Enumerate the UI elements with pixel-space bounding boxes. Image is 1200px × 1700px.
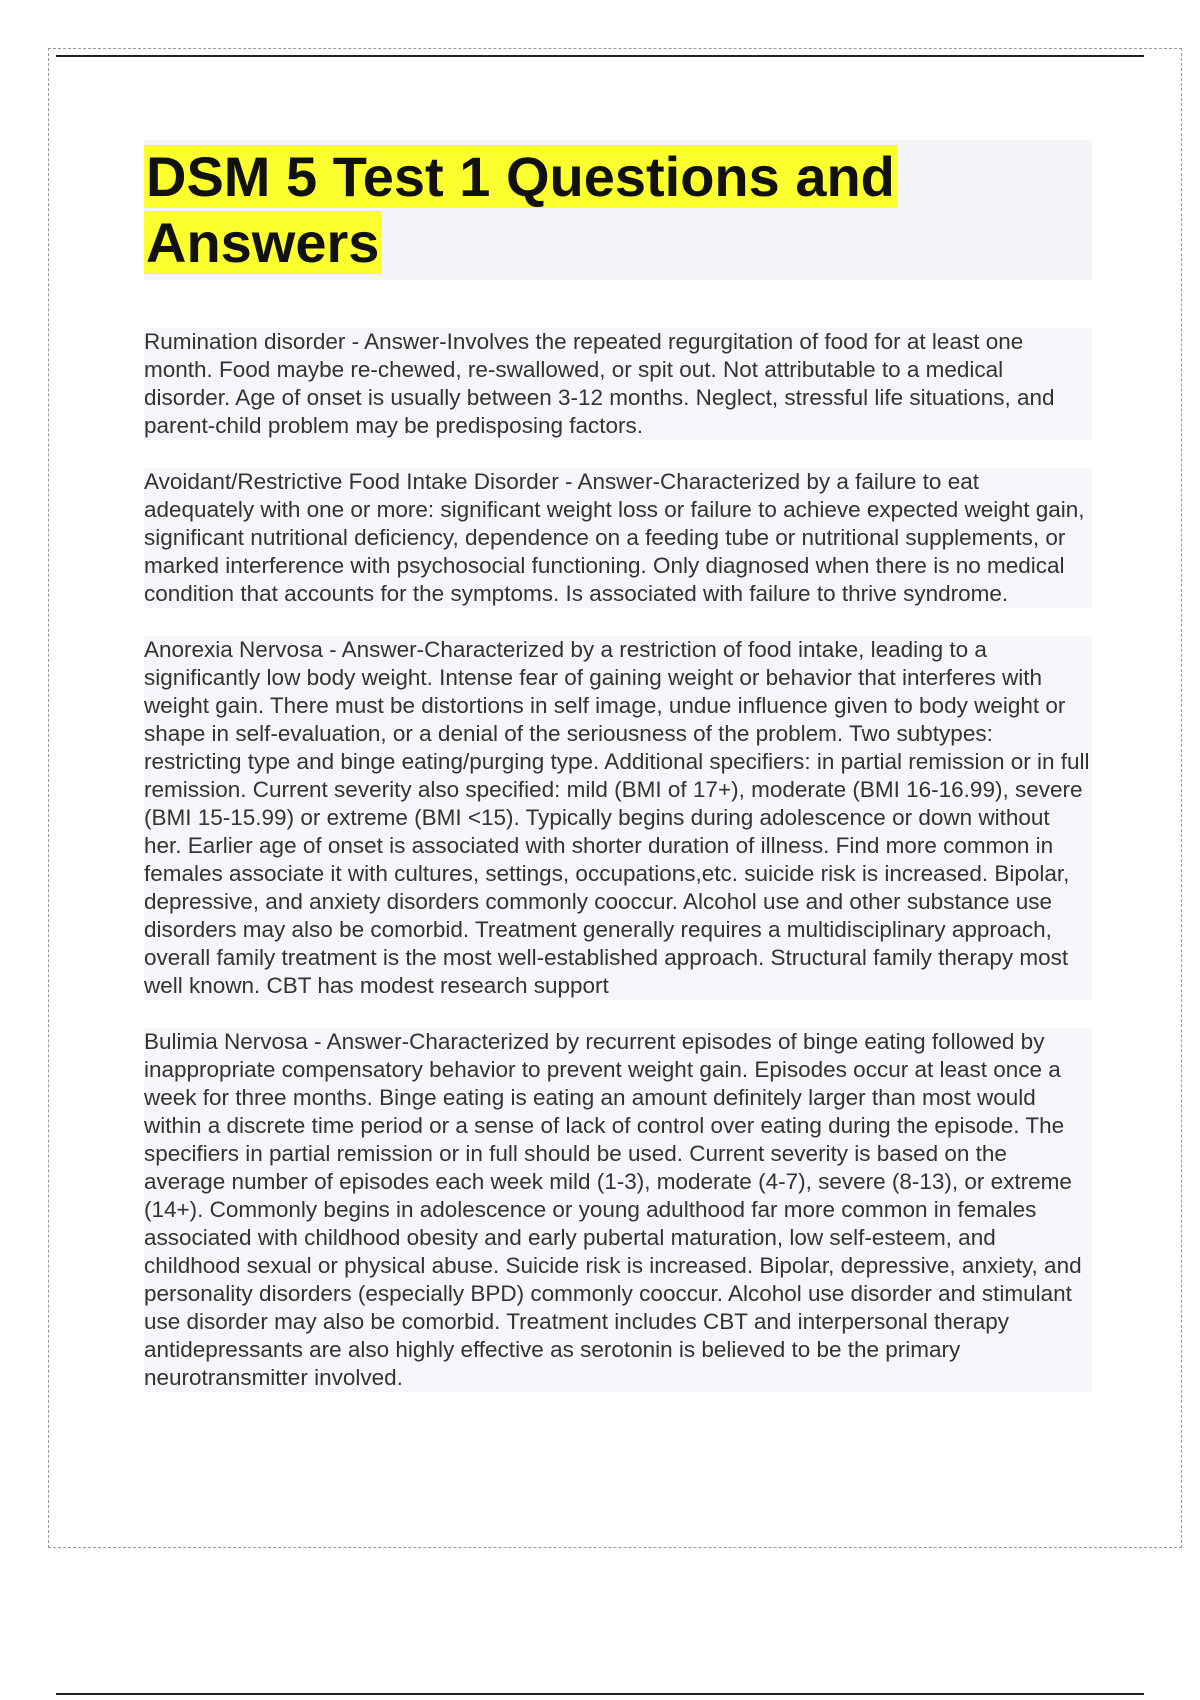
document-title	[144, 144, 1092, 276]
title-highlight: DSM 5 Test 1 Questions and Answers	[146, 145, 895, 274]
title-block	[144, 140, 1092, 280]
qa-entry-rumination: Rumination disorder - Answer-Involves the repeated regurgitation of food for at least one month. Food maybe re-chewed, re-swallowed, or spit out. Not attributable to a medical disorder. Age of onset is usually between 3-12 months. Neglect, stressful life situations, and parent-child problem may be predisposing factors.	[144, 328, 1092, 440]
bottom-rule	[56, 1693, 1144, 1695]
qa-entry-anorexia: Anorexia Nervosa - Answer-Characterized by a restriction of food intake, leading to a significantly low body weight. Intense fear of gaining weight or behavior that interferes with weight gain. There must be distortions in self image, undue influence given to body weight or shape in self-evaluation, or a denial of the seriousness of the problem. Two subtypes: restricting type and binge eating/purging type. Additional specifiers: in partial remission or in full remission. Current severity also specified: mild (BMI of 17+), moderate (BMI 16-16.99), severe (BMI 15-15.99) or extreme (BMI <15). Typically begins during adolescence or down without her. Earlier age of onset is associated with shorter duration of illness. Find more common in females associate it with cultures, settings, occupations,etc. suicide risk is increased. Bipolar, depressive, and anxiety disorders commonly cooccur. Alcohol use and other substance use disorders may also be comorbid. Treatment generally requires a multidisciplinary approach, overall family treatment is the most well-established approach. Structural family therapy most well known. CBT has modest research support	[144, 636, 1092, 1000]
document-body	[144, 140, 1092, 1420]
qa-entry-arfid: Avoidant/Restrictive Food Intake Disorder - Answer-Characterized by a failure to eat adequately with one or more: significant weight loss or failure to achieve expected weight gain, significant nutritional deficiency, dependence on a feeding tube or nutritional supplements, or marked interference with psychosocial functioning. Only diagnosed when there is no medical condition that accounts for the symptoms. Is associated with failure to thrive syndrome.	[144, 468, 1092, 608]
qa-entry-bulimia: Bulimia Nervosa - Answer-Characterized by recurrent episodes of binge eating followed by inappropriate compensatory behavior to prevent weight gain. Episodes occur at least once a week for three months. Binge eating is eating an amount definitely larger than most would within a discrete time period or a sense of lack of control over eating during the episode. The specifiers in partial remission or in full should be used. Current severity is based on the average number of episodes each week mild (1-3), moderate (4-7), severe (8-13), or extreme (14+). Commonly begins in adolescence or young adulthood far more common in females associated with childhood obesity and early pubertal maturation, low self-esteem, and childhood sexual or physical abuse. Suicide risk is increased. Bipolar, depressive, anxiety, and personality disorders (especially BPD) commonly cooccur. Alcohol use disorder and stimulant use disorder may also be comorbid. Treatment includes CBT and interpersonal therapy antidepressants are also highly effective as serotonin is believed to be the primary neurotransmitter involved.	[144, 1028, 1092, 1392]
